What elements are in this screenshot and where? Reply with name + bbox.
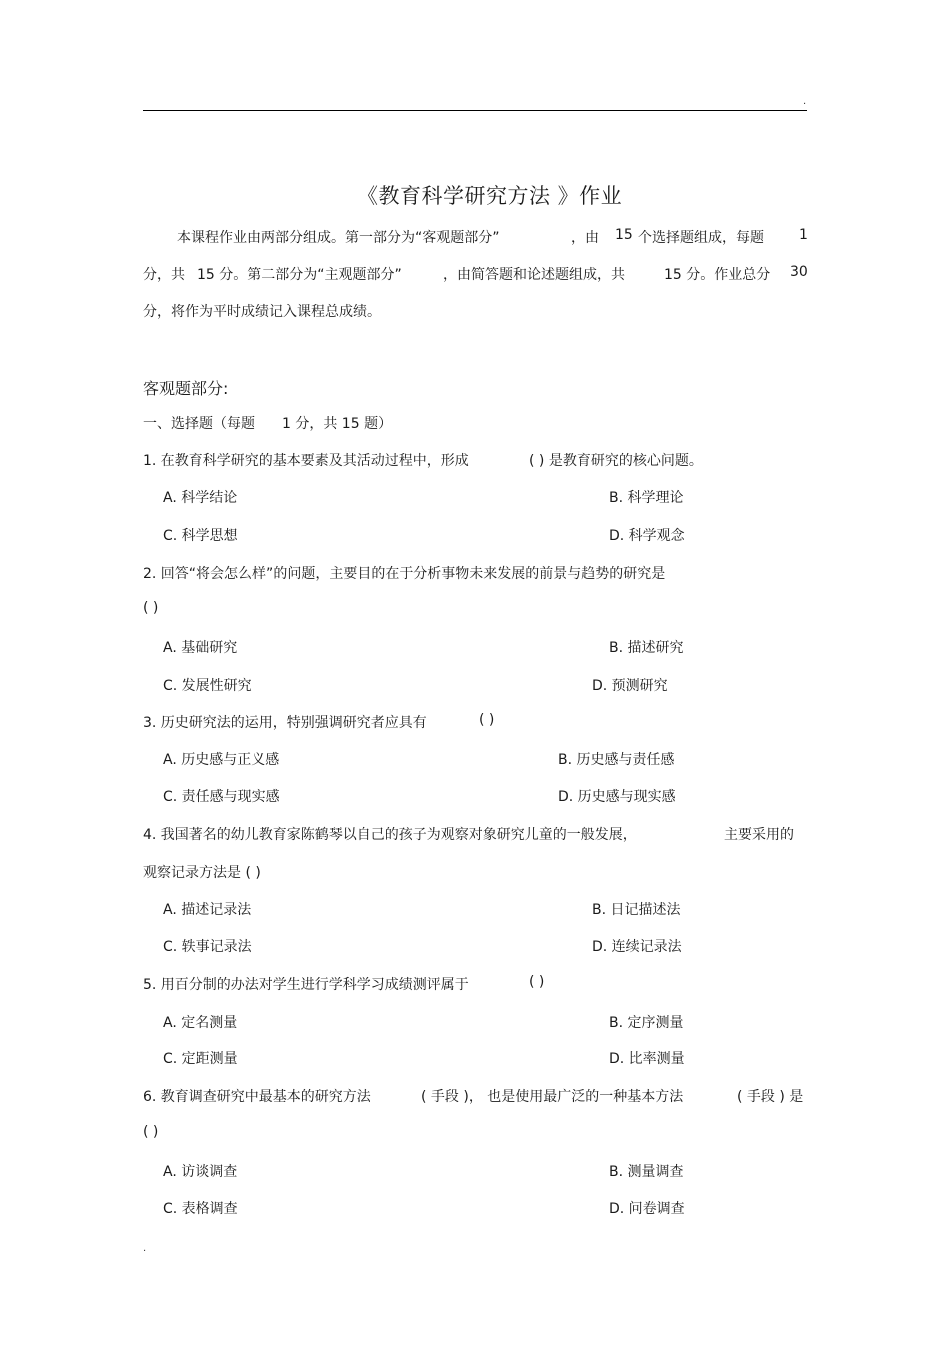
question-3-option-b: B. 历史感与责任感 xyxy=(558,752,675,768)
question-6-stem-end: ( 手段 ) 是 xyxy=(737,1089,804,1105)
question-3-option-d: D. 历史感与现实感 xyxy=(558,789,676,805)
question-2-option-d: D. 预测研究 xyxy=(592,678,668,694)
subsection-heading-a: 一、选择题（每题 xyxy=(143,416,255,432)
question-2-stem: 2. 回答“将会怎么样”的问题，主要目的在于分析事物未来发展的前景与趋势的研究是 xyxy=(143,566,666,582)
question-1-stem: 1. 在教育科学研究的基本要素及其活动过程中，形成 xyxy=(143,453,469,469)
question-3-stem: 3. 历史研究法的运用，特别强调研究者应具有 xyxy=(143,715,427,731)
question-5-blank: ( ) xyxy=(529,974,545,990)
subsection-heading-b: 1 分，共 15 题） xyxy=(282,416,393,432)
question-2-option-a: A. 基础研究 xyxy=(163,640,238,656)
question-1-option-b: B. 科学理论 xyxy=(609,490,684,506)
question-1-blank: ( ) 是教育研究的核心问题。 xyxy=(529,453,703,469)
question-5-stem: 5. 用百分制的办法对学生进行学科学习成绩测评属于 xyxy=(143,977,469,993)
question-2-option-c: C. 发展性研究 xyxy=(163,678,252,694)
question-2-blank: ( ) xyxy=(143,600,159,616)
question-5-option-b: B. 定序测量 xyxy=(609,1015,684,1031)
question-3-option-a: A. 历史感与正义感 xyxy=(163,752,280,768)
intro-line-2-e: 30 xyxy=(790,264,808,280)
question-1-option-a: A. 科学结论 xyxy=(163,490,238,506)
question-4-stem: 4. 我国著名的幼儿教育家陈鹤琴以自己的孩子为观察对象研究儿童的一般发展， xyxy=(143,827,637,843)
document-title: 《教育科学研究方法 》作业 xyxy=(357,184,623,208)
question-1-option-c: C. 科学思想 xyxy=(163,528,238,544)
question-4-option-a: A. 描述记录法 xyxy=(163,902,252,918)
question-6-option-a: A. 访谈调查 xyxy=(163,1164,238,1180)
question-5-option-d: D. 比率测量 xyxy=(609,1051,685,1067)
question-3-option-c: C. 责任感与现实感 xyxy=(163,789,280,805)
question-6-option-d: D. 问卷调查 xyxy=(609,1201,685,1217)
question-6-blank: ( ) xyxy=(143,1124,159,1140)
intro-line-1-b: ，由 xyxy=(571,230,599,246)
footer-dot: . xyxy=(143,1243,147,1254)
intro-line-1-c: 15 xyxy=(615,227,633,243)
intro-line-2-a: 分，共 xyxy=(143,267,185,283)
intro-line-2-d: 15 分。作业总分 xyxy=(664,267,771,283)
question-4-option-c: C. 轶事记录法 xyxy=(163,939,252,955)
question-4-blank: 观察记录方法是 ( ) xyxy=(143,865,261,881)
section-heading: 客观题部分: xyxy=(143,379,229,398)
intro-line-2-b: 15 分。第二部分为“主观题部分” xyxy=(197,267,402,283)
intro-line-1-e: 1 xyxy=(799,227,808,243)
question-5-option-a: A. 定名测量 xyxy=(163,1015,238,1031)
question-6-option-c: C. 表格调查 xyxy=(163,1201,238,1217)
intro-line-2-c: ，由简答题和论述题组成，共 xyxy=(443,267,625,283)
intro-line-3: 分，将作为平时成绩记入课程总成绩。 xyxy=(143,304,381,320)
header-rule xyxy=(143,110,807,111)
intro-line-1-d: 个选择题组成，每题 xyxy=(638,230,764,246)
question-6-option-b: B. 测量调查 xyxy=(609,1164,684,1180)
question-6-stem-continued: ( 手段 )， 也是使用最广泛的一种基本方法 xyxy=(421,1089,684,1105)
question-4-stem-continued: 主要采用的 xyxy=(724,827,794,843)
question-2-option-b: B. 描述研究 xyxy=(609,640,684,656)
intro-line-1-a: 本课程作业由两部分组成。第一部分为“客观题部分” xyxy=(177,230,500,246)
question-3-blank: ( ) xyxy=(479,712,495,728)
question-1-option-d: D. 科学观念 xyxy=(609,528,685,544)
header-dot: . xyxy=(803,96,807,107)
question-6-stem: 6. 教育调查研究中最基本的研究方法 xyxy=(143,1089,371,1105)
question-5-option-c: C. 定距测量 xyxy=(163,1051,238,1067)
question-4-option-b: B. 日记描述法 xyxy=(592,902,681,918)
question-4-option-d: D. 连续记录法 xyxy=(592,939,682,955)
